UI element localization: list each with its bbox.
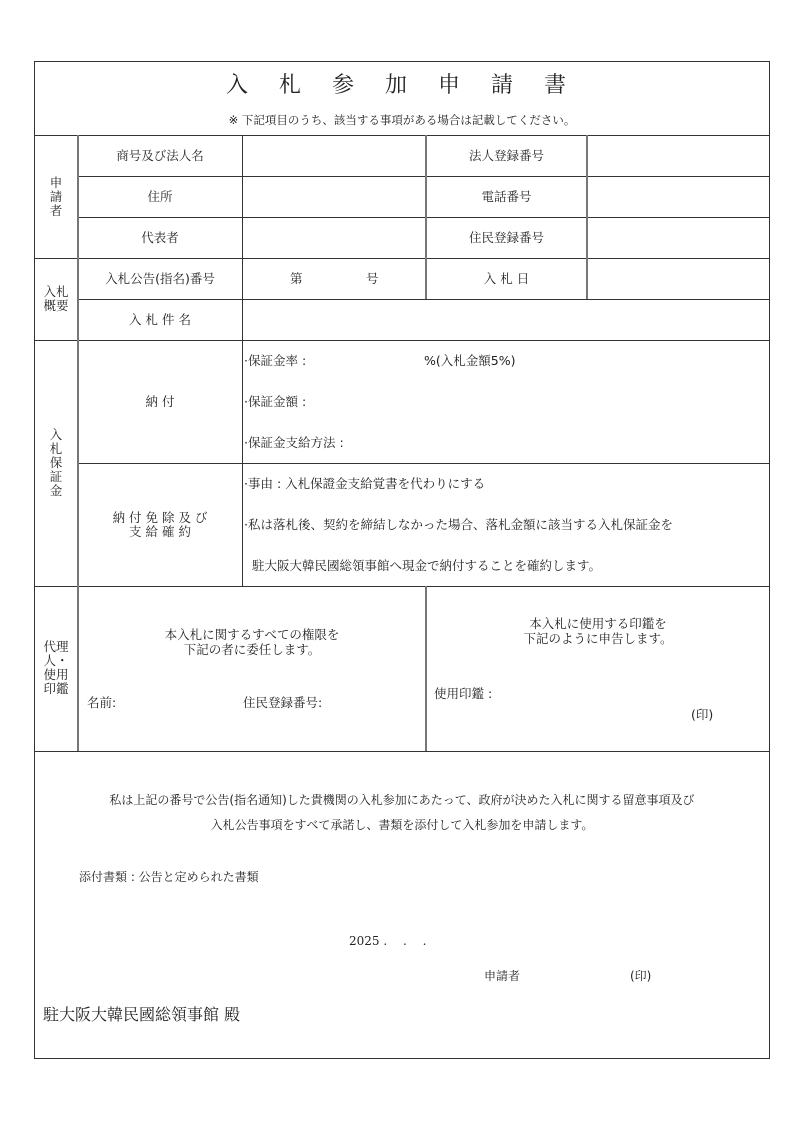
divider [34,340,770,341]
application-date: 2025 . . . [349,934,427,948]
divider [34,135,770,136]
divider [34,751,770,752]
exemption-reason: ·事由 : 入札保證金支給覚書を代わりにする [244,476,486,491]
phone-label: 電話番号 [481,189,532,204]
divider [78,176,770,177]
guarantee-amount-label: ·保証金額 : [244,394,307,409]
form-note: ※ 下記項目のうち、該当する事項がある場合は記載してください。 [228,113,576,127]
applicant-signature-label: 申請者 [484,969,521,983]
notice-number-suffix: 号 [366,271,379,286]
corp-reg-no-label: 法人登録番号 [468,148,544,163]
seal-declaration-line-2: 下記のように申告します。 [523,631,673,646]
bid-name-label: 入 札 件 名 [129,312,191,327]
guarantee-rate-label: ·保証金率 : [244,353,307,368]
agent-name-label: 名前: [87,695,117,710]
delegation-line-1: 本入札に関するすべての権限を [164,627,340,642]
applicant-seal-mark: (印) [630,969,652,983]
declaration-line-2: 入札公告事項をすべて承諾し、書類を添付して入札参加を申請します。 [210,818,594,832]
guarantee-rate-note: %(入札金額5%) [424,353,516,368]
representative-label: 代表者 [141,230,179,245]
addressee: 駐大阪大韓民國総領事館 殿 [43,1005,241,1024]
divider [34,586,770,587]
form-title: 入 札 参 加 申 請 書 [226,73,578,98]
notice-number-prefix: 第 [290,271,303,286]
applicant-section-label: 申 請 者 [49,175,63,218]
exemption-label-line-1: 納 付 免 除 及 び [112,510,208,525]
seal-label: 使用印鑑 : [434,686,493,701]
guarantee-method-label: ·保証金支給方法 : [244,435,344,450]
pledge-line-2: 駐大阪大韓民國総領事館へ現金で納付することを確約します。 [252,558,602,573]
overview-section-label: 入札 概要 [43,284,69,313]
delegation-line-2: 下記の者に委任します。 [183,642,321,657]
agent-section-label: 代理 人・ 使用 印鑑 [43,639,69,696]
divider [78,217,770,218]
bid-date-label: 入 札 日 [483,271,530,286]
divider [242,135,243,586]
declaration-line-1: 私は上記の番号で公告(指名通知)した貴機関の入札参加にあたって、政府が決めた入札に関する留意事項及び [109,793,695,807]
seal-mark: (印) [691,707,714,722]
payment-label: 納 付 [145,394,175,409]
divider [78,463,770,464]
agent-resident-no-label: 住民登録番号: [243,695,323,710]
address-label: 住所 [147,189,173,204]
exemption-label-line-2: 支 給 確 約 [129,524,191,539]
company-name-label: 商号及び法人名 [116,148,204,163]
seal-declaration-line-1: 本入札に使用する印鑑を [529,616,667,631]
notice-number-label: 入札公告(指名)番号 [105,271,215,286]
resident-reg-no-label: 住民登録番号 [468,230,544,245]
guarantee-section-label: 入 札 保 証 金 [49,427,63,498]
divider [34,258,770,259]
pledge-line-1: ·私は落札後、契約を締結しなかった場合、落札金額に該当する入札保証金を [244,517,673,532]
divider [78,299,770,300]
divider [425,586,427,751]
attachments: 添付書類 : 公告と定められた書類 [79,870,259,884]
